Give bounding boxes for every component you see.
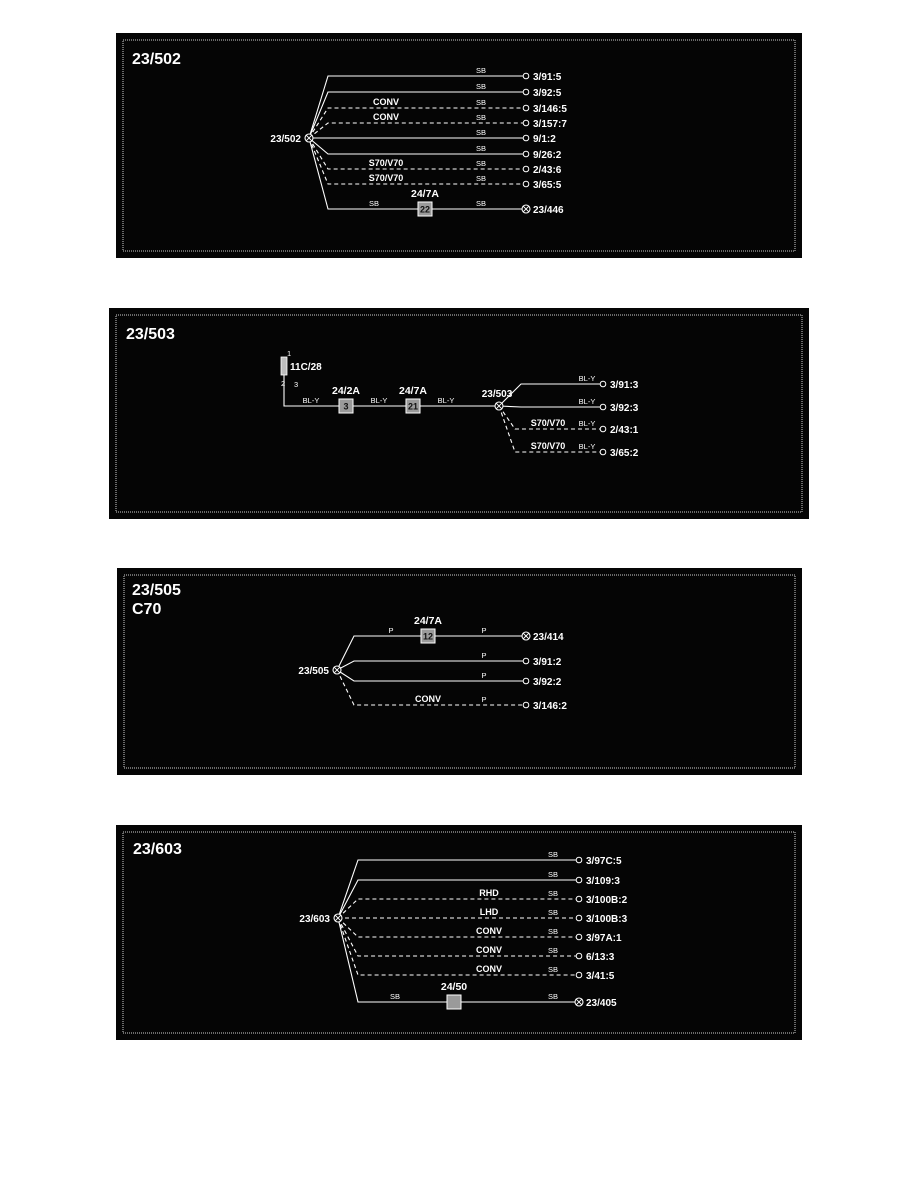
connector-icon (576, 934, 582, 940)
component-number: 12 (422, 631, 434, 642)
condition-label: CONV (475, 964, 503, 974)
connector-icon (523, 89, 529, 95)
wire-color-code: SB (368, 199, 380, 208)
wire-color-code: SB (547, 946, 559, 955)
wire-color-code: SB (547, 992, 559, 1001)
condition-label: CONV (414, 694, 442, 704)
wire-color-code: P (481, 695, 487, 704)
connector-icon (523, 181, 529, 187)
condition-label: CONV (372, 112, 400, 122)
wire-color-code: SB (547, 870, 559, 879)
splice-label: 23/502 (270, 134, 301, 145)
wire-color-code: P (481, 651, 487, 660)
connector-icon (523, 702, 529, 708)
wiring-diagram-23-502 (116, 33, 802, 258)
wiring-diagram-23-505 (117, 568, 802, 775)
wire-branch (338, 918, 576, 937)
condition-label: CONV (372, 97, 400, 107)
panel-frame (124, 575, 795, 768)
component-label: 24/7A (398, 385, 428, 397)
wire-color-code: BL-Y (578, 442, 596, 451)
wire-branch (309, 76, 523, 138)
wire-branch (338, 899, 576, 918)
terminal-label: 2/43:1 (610, 425, 639, 436)
condition-label: RHD (479, 888, 499, 898)
component-label: 24/2A (331, 385, 361, 397)
terminal-label: 3/146:5 (533, 104, 567, 115)
terminal-label: 3/65:2 (610, 448, 639, 459)
diagram-panel-23-503 (109, 308, 809, 519)
connector-icon (576, 915, 582, 921)
condition-label: S70/V70 (530, 441, 566, 451)
fuse-label: 11C/28 (290, 362, 322, 373)
component-label: 24/50 (440, 981, 468, 993)
connector-icon (523, 105, 529, 111)
component-number: 21 (407, 401, 419, 412)
diagram-panel-23-505 (117, 568, 802, 775)
wire-color-code: SB (475, 113, 487, 122)
wire-branch (499, 406, 600, 407)
terminal-label: 3/91:2 (533, 657, 562, 668)
wire-branch (337, 661, 523, 670)
wire-color-code: BL-Y (370, 396, 388, 405)
condition-label: CONV (475, 945, 503, 955)
wire-color-code: SB (547, 889, 559, 898)
wire-color-code: SB (475, 144, 487, 153)
splice-label: 23/603 (299, 914, 330, 925)
panel-title: 23/505 (132, 582, 181, 599)
terminal-label: 3/41:5 (586, 971, 615, 982)
wire-color-code: P (388, 626, 394, 635)
connector-icon (523, 120, 529, 126)
wire-color-code: SB (475, 199, 487, 208)
connector-icon (600, 404, 606, 410)
wire-color-code: SB (547, 965, 559, 974)
terminal-label: 3/97C:5 (586, 856, 622, 867)
connector-icon (523, 166, 529, 172)
panel-title: 23/502 (132, 51, 181, 68)
terminal-label: 3/65:5 (533, 180, 562, 191)
wire-color-code: SB (547, 850, 559, 859)
diagram-panel-23-603 (116, 825, 802, 1040)
terminal-label: 3/92:5 (533, 88, 562, 99)
terminal-label: 3/91:3 (610, 380, 639, 391)
component-box (447, 995, 461, 1009)
connector-icon (600, 426, 606, 432)
wire-branch (309, 138, 523, 184)
terminal-label: 9/1:2 (533, 134, 556, 145)
wire-color-code: SB (475, 98, 487, 107)
wire-color-code: SB (475, 159, 487, 168)
wire-color-code: P (481, 671, 487, 680)
connector-icon (600, 449, 606, 455)
connector-icon (576, 896, 582, 902)
component-label: 24/7A (413, 615, 443, 627)
terminal-label: 3/92:3 (610, 403, 639, 414)
panel-frame (123, 40, 795, 251)
wire-color-code: P (481, 626, 487, 635)
fuse-pin-label: 1 (287, 349, 292, 358)
connector-icon (576, 972, 582, 978)
panel-subtitle: C70 (132, 601, 162, 618)
component-number: 22 (419, 204, 431, 215)
wire-color-code: BL-Y (302, 396, 320, 405)
wire-color-code: BL-Y (578, 419, 596, 428)
connector-icon (523, 658, 529, 664)
wire-branch (309, 123, 523, 138)
terminal-label: 3/97A:1 (586, 933, 622, 944)
connector-icon (576, 953, 582, 959)
fuse-pin-label: 2 (281, 379, 286, 388)
terminal-label: 3/92:2 (533, 677, 562, 688)
wire-color-code: SB (389, 992, 401, 1001)
diagram-panel-23-502 (116, 33, 802, 258)
terminal-label: 2/43:6 (533, 165, 562, 176)
wire-color-code: SB (475, 66, 487, 75)
wire-branch (309, 138, 523, 154)
terminal-label: 23/414 (533, 632, 564, 643)
wire-branch (309, 92, 523, 138)
connector-icon (600, 381, 606, 387)
wire-color-code: SB (475, 174, 487, 183)
terminal-label: 23/446 (533, 205, 564, 216)
terminal-label: 6/13:3 (586, 952, 615, 963)
fuse-pin-label: 3 (294, 380, 299, 389)
panel-title: 23/603 (133, 841, 182, 858)
component-label: 24/7A (410, 188, 440, 200)
connector-icon (576, 857, 582, 863)
connector-icon (523, 73, 529, 79)
connector-icon (523, 151, 529, 157)
condition-label: CONV (475, 926, 503, 936)
component-number: 3 (343, 401, 349, 412)
wire-color-code: BL-Y (578, 397, 596, 406)
splice-label: 23/505 (298, 666, 329, 677)
connector-icon (523, 678, 529, 684)
condition-label: LHD (479, 907, 499, 917)
wire-branch (338, 860, 576, 918)
panel-frame (116, 315, 802, 512)
terminal-label: 3/91:5 (533, 72, 562, 83)
condition-label: S70/V70 (368, 173, 404, 183)
wire-color-code: SB (475, 128, 487, 137)
wiring-diagram-23-603 (116, 825, 802, 1040)
connector-icon (523, 135, 529, 141)
terminal-label: 9/26:2 (533, 150, 562, 161)
panel-title: 23/503 (126, 326, 175, 343)
wire-branch (337, 670, 523, 681)
wire-color-code: BL-Y (578, 374, 596, 383)
fuse-icon (281, 357, 287, 375)
wire-color-code: SB (547, 927, 559, 936)
wire-color-code: BL-Y (437, 396, 455, 405)
terminal-label: 3/146:2 (533, 701, 567, 712)
terminal-label: 3/109:3 (586, 876, 620, 887)
wire-color-code: SB (547, 908, 559, 917)
terminal-label: 3/100B:3 (586, 914, 628, 925)
terminal-label: 23/405 (586, 998, 617, 1009)
condition-label: S70/V70 (368, 158, 404, 168)
terminal-label: 3/157:7 (533, 119, 567, 130)
wire-branch (338, 918, 576, 975)
wire-color-code: SB (475, 82, 487, 91)
terminal-label: 3/100B:2 (586, 895, 628, 906)
condition-label: S70/V70 (530, 418, 566, 428)
splice-label: 23/503 (481, 389, 513, 400)
wiring-diagram-23-503 (109, 308, 809, 519)
connector-icon (576, 877, 582, 883)
